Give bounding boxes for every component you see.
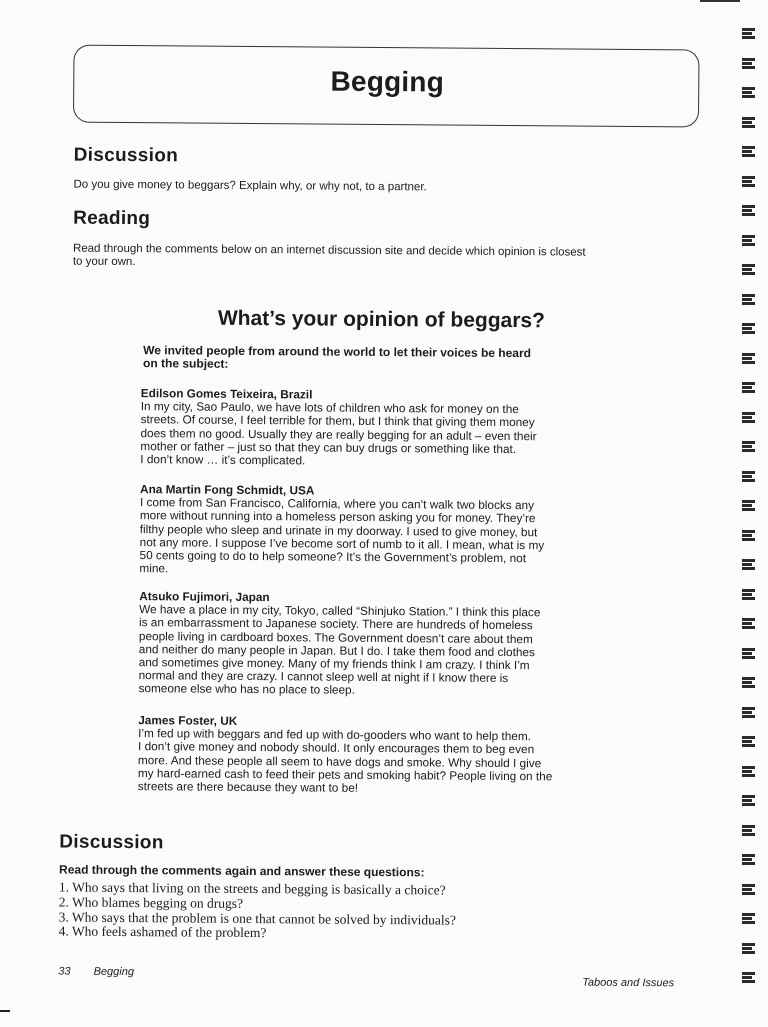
page-title: Begging	[330, 65, 445, 98]
comment-line: someone else who has no place to sleep.	[138, 681, 355, 698]
comment-line: does them no good. Usually they are really begging for an adult – even their	[140, 425, 537, 443]
comment-line: I don’t know … it’s complicated.	[140, 452, 306, 468]
question-item: 1. Who says that living on the streets and begging is basically a choice?	[58, 879, 446, 898]
discussion-heading: Discussion	[73, 144, 179, 167]
question-item: 3. Who says that the problem is one that cannot be solved by individuals?	[58, 909, 456, 928]
comment-line: We have a place in my city, Tokyo, called “Shinjuko Station.” I think this place	[139, 602, 541, 620]
comment-line: streets. Of course, I feel terrible for them, but I think that giving them money	[140, 412, 535, 430]
commenter-name: Atsuko Fujimori, Japan	[139, 589, 270, 605]
comment-line: not any more. I suppose I’ve become sort of numb to it all. I mean, what is my	[139, 534, 545, 553]
reading-heading: Reading	[73, 207, 151, 230]
comment-line: my hard-earned cash to feed their pets and smoking habit? People living on the	[137, 765, 553, 784]
comment-block	[139, 483, 615, 579]
comment-line: 50 cents going to do to help someone? It’s the Government’s problem, not	[139, 548, 527, 566]
commenter-name: James Foster, UK	[138, 713, 238, 728]
margin-mark	[0, 1010, 10, 1012]
article-intro-line: We invited people from around the world to let their voices be heard	[143, 343, 532, 361]
page-number: 33	[58, 965, 71, 978]
comment-line: I don’t give money and nobody should. It only encourages them to beg even	[138, 739, 535, 757]
comment-line: and sometimes give money. Many of my friends think I am crazy. I think I’m	[138, 655, 530, 673]
article-intro	[143, 344, 613, 374]
commenter-name: Ana Martin Fong Schmidt, USA	[140, 482, 315, 498]
comment-line: filthy people who sleep and urinate in my doorway. I used to give money, but	[139, 521, 538, 539]
comment-line: mother or father – just so that they can buy drugs or something like that.	[140, 438, 517, 456]
comment-block	[140, 387, 616, 470]
comment-block	[138, 590, 614, 699]
discussion-instruction: Do you give money to beggars? Explain why, or why not, to a partner.	[73, 178, 427, 194]
footer-book-title: Taboos and Issues	[582, 976, 675, 990]
article-title: What’s your opinion of beggars?	[217, 306, 546, 333]
comment-line: streets are there because they want to be!	[137, 779, 359, 795]
commenter-name: Edilson Gomes Teixeira, Brazil	[140, 386, 313, 402]
comment-line: I come from San Francisco, California, where you can’t walk two blocks any	[139, 495, 535, 513]
footer-unit: Begging	[93, 965, 135, 979]
comment-block	[138, 714, 614, 797]
comment-line: more. And these people all seem to have dogs and smoke. Why should I give	[137, 752, 542, 770]
reading-instruction	[73, 243, 586, 273]
questions-instruction: Read through the comments again and answer these questions:	[59, 862, 425, 880]
reading-instruction-line: Read through the comments below on an internet discussion site and decide which opinion is closest	[72, 242, 586, 259]
comment-line: more without running into a homeless person asking you for money. They’re	[139, 508, 536, 526]
comment-line: I’m fed up with beggars and fed up with do-gooders who want to help them.	[138, 726, 532, 744]
article-intro-line: on the subject:	[143, 356, 229, 371]
footer-left	[58, 965, 154, 978]
comment-line: mine.	[139, 561, 169, 576]
comment-line: and neither do many people in Japan. But I do. I take them food and clothes	[138, 641, 535, 660]
question-list	[59, 880, 457, 942]
comment-line: is an embarrassment to Japanese society. There are hundreds of homeless	[138, 615, 533, 633]
comment-line: people living in cardboard boxes. The Government doesn’t care about them	[138, 628, 533, 646]
reading-instruction-line: to your own.	[72, 255, 136, 269]
question-item: 2. Who blames begging on drugs?	[58, 894, 244, 911]
comment-line: In my city, Sao Paulo, we have lots of children who ask for money on the	[140, 399, 519, 417]
discussion-questions-heading: Discussion	[59, 831, 164, 854]
question-item: 4. Who feels ashamed of the problem?	[58, 923, 267, 941]
comment-line: normal and they are crazy. I cannot sleep well at night if I know there is	[138, 668, 509, 686]
